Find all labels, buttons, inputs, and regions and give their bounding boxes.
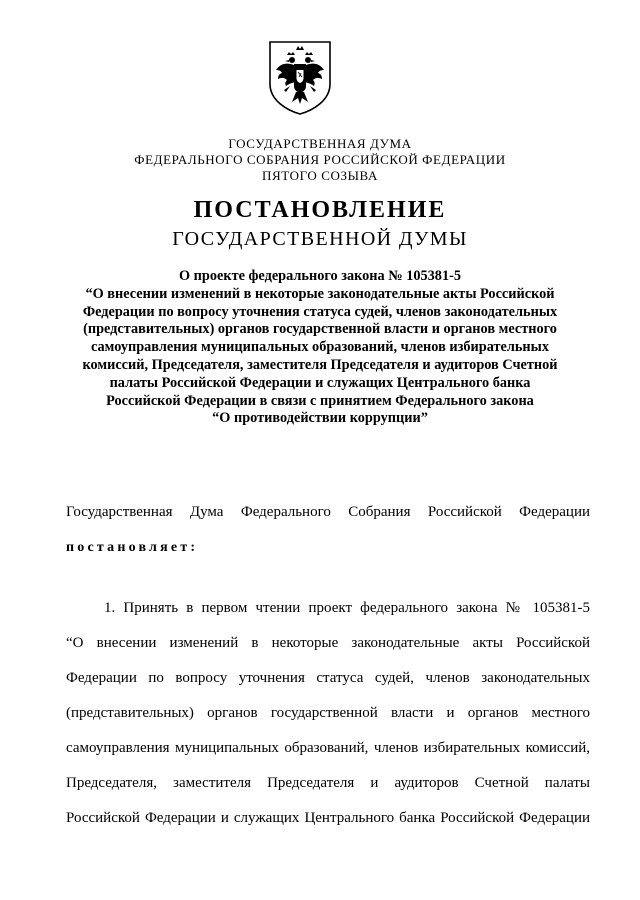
org-line-1: ГОСУДАРСТВЕННАЯ ДУМА xyxy=(228,136,412,151)
org-line-3: ПЯТОГО СОЗЫВА xyxy=(262,168,378,183)
bill-heading-line: Федерации по вопросу уточнения статуса судей, членов законодательных xyxy=(82,303,558,320)
document-subtitle: ГОСУДАРСТВЕННОЙ ДУМЫ xyxy=(172,228,468,250)
bill-heading xyxy=(60,268,580,428)
body-line: “О внесении изменений в некоторые законодательные акты Российской xyxy=(66,635,590,651)
state-emblem-icon xyxy=(268,40,332,116)
bill-heading-line: палаты Российской Федерации и служащих Центрального банка xyxy=(109,374,531,391)
org-line-2: ФЕДЕРАЛЬНОГО СОБРАНИЯ РОССИЙСКОЙ ФЕДЕРАЦИИ xyxy=(134,152,506,167)
bill-heading-line: “О противодействии коррупции” xyxy=(212,410,428,427)
bill-heading-line: самоуправления муниципальных образований, членов избирательных xyxy=(91,339,549,356)
resolves-word: постановляет: xyxy=(66,540,199,555)
body-line: (представительных) органов государственной власти и органов местного xyxy=(66,705,590,721)
bill-heading-line: Российской Федерации в связи с принятием Федерального закона xyxy=(106,392,534,409)
body-line: Председателя, заместителя Председателя и аудиторов Счетной палаты xyxy=(66,775,590,791)
document-title: ПОСТАНОВЛЕНИЕ xyxy=(193,197,447,223)
bill-heading-line: “О внесении изменений в некоторые законодательные акты Российской xyxy=(85,285,555,302)
body-line: Федерации по вопросу уточнения статуса судей, членов законодательных xyxy=(66,670,590,686)
body-line: самоуправления муниципальных образований, членов избирательных комиссий, xyxy=(66,740,590,756)
body-line: 1. Принять в первом чтении проект федерального закона № 105381-5 xyxy=(104,600,590,616)
bill-heading-line: (представительных) органов государственной власти и органов местного xyxy=(83,321,557,338)
preamble: Государственная Дума Федерального Собрания Российской Федерации xyxy=(66,504,590,520)
bill-heading-line: О проекте федерального закона № 105381-5 xyxy=(178,268,462,284)
body-line: Российской Федерации и служащих Центрального банка Российской Федерации xyxy=(66,810,590,826)
bill-heading-line: комиссий, Председателя, заместителя Председателя и аудиторов Счетной xyxy=(82,356,558,373)
